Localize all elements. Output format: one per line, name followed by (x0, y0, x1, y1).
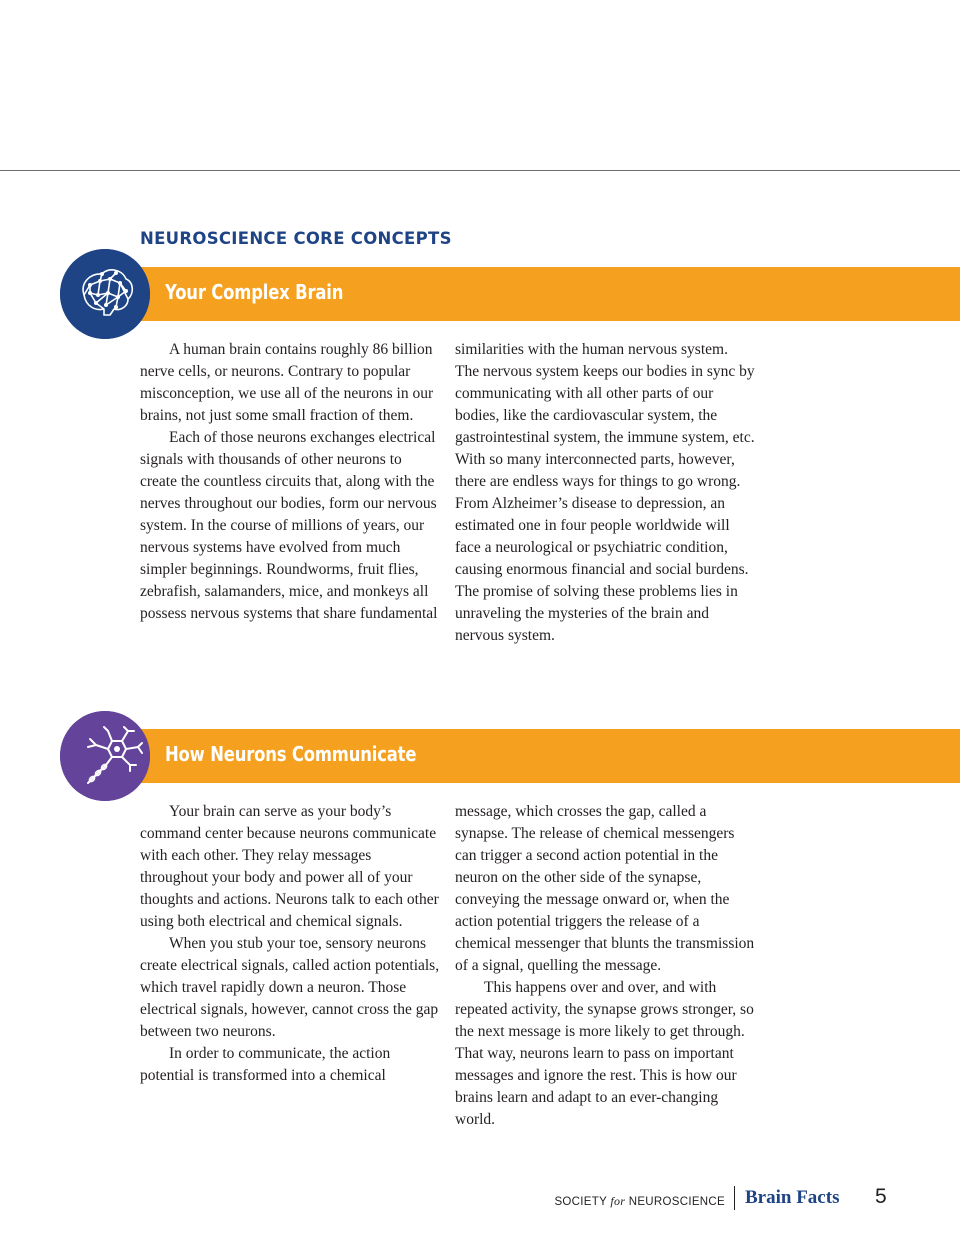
section-title: How Neurons Communicate (165, 742, 417, 766)
paragraph: This happens over and over, and with repeated activity, the synapse grows stronger, so the next message is more likely to get through. That way, neurons learn to pass on important messages and ignore the rest. This is how our brains learn and adapt to an ever-changing world. (455, 979, 754, 1128)
section-banner-complex-brain (105, 267, 960, 321)
section-1-column-2 (455, 339, 755, 647)
footer-org-for: for (610, 1194, 626, 1208)
paragraph: A human brain contains roughly 86 billion nerve cells, or neurons. Contrary to popular misconception, we use all of the neurons in our brains, not just some small fraction of them. (140, 341, 434, 424)
footer-org-neuroscience: NEUROSCIENCE (628, 1196, 725, 1208)
footer-organization (554, 1194, 725, 1209)
paragraph: message, which crosses the gap, called a synapse. The release of chemical messengers can trigger a second action potential in the neuron on the other side of the synapse, conveying the message onward or, when the action potential triggers the release of a chemical messenger that blunts the transmission of a signal, quelling the message. (455, 803, 755, 974)
paragraph: When you stub your toe, sensory neurons create electrical signals, called action potentials, which travel rapidly down a neuron. Those electrical signals, however, cannot cross the gap between two neurons. (140, 935, 440, 1040)
page-number: 5 (875, 1185, 887, 1208)
footer-divider (734, 1186, 735, 1210)
footer-brand: Brain Facts (745, 1187, 840, 1208)
section-kicker: NEUROSCIENCE CORE CONCEPTS (140, 229, 452, 248)
paragraph: In order to communicate, the action potential is transformed into a chemical (140, 1045, 391, 1084)
brain-network-icon (60, 249, 150, 339)
section-title: Your Complex Brain (165, 280, 344, 304)
section-1-column-1 (140, 339, 440, 625)
section-2-column-2 (455, 801, 755, 1131)
footer-org-society: SOCIETY (554, 1196, 607, 1208)
paragraph: Each of those neurons exchanges electrical signals with thousands of other neurons to create the countless circuits that, along with the nerves throughout our bodies, form our nervous system. In the course of millions of years, our nervous systems have evolved from much simpler beginnings. Roundworms, fruit flies, zebrafish, salamanders, mice, and monkeys all possess nervous systems that share fundamental (140, 429, 438, 622)
paragraph: similarities with the human nervous system. The nervous system keeps our bodies in sync by communicating with all other parts of our bodies, like the cardiovascular system, the gastrointestinal system, the immune system, etc. With so many interconnected parts, however, there are endless ways for things to go wrong. From Alzheimer’s disease to depression, an estimated one in four people worldwide will face a neurological or psychiatric condition, causing enormous financial and social burdens. The promise of solving these problems lies in unraveling the mysteries of the brain and nervous system. (455, 341, 755, 644)
paragraph: Your brain can serve as your body’s command center because neurons communicate with each other. They relay messages throughout your body and power all of your thoughts and actions. Neurons talk to each other using both electrical and chemical signals. (140, 803, 439, 930)
top-rule (0, 170, 960, 171)
section-banner-neurons-communicate (105, 729, 960, 783)
section-2-column-1 (140, 801, 440, 1087)
neuron-icon (60, 711, 150, 801)
